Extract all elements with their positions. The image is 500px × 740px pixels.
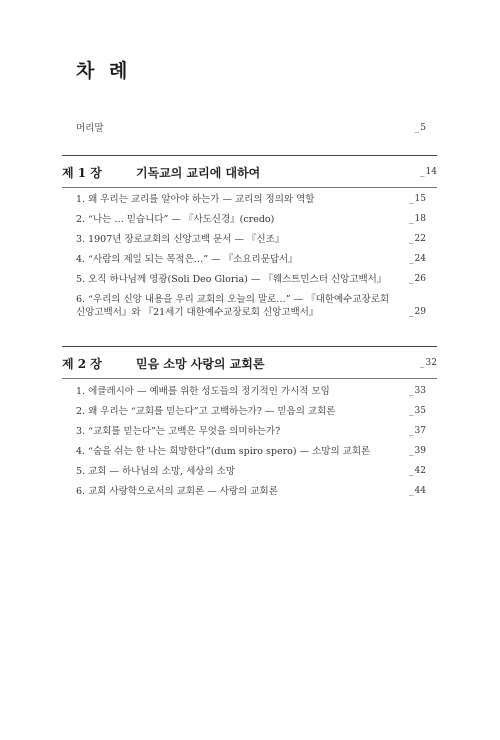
chapter-1-divider	[62, 187, 437, 188]
item-page: _ 42	[409, 465, 426, 478]
chapter-2-header	[62, 346, 437, 381]
item-text: 5. 오직 하나님께 영광(Soli Deo Gloria) — 『웨스트민스터 신앙고백서』	[76, 274, 387, 285]
list-item	[76, 293, 426, 319]
item-text: 3. 1907년 장로교회의 신앙고백 문서 — 『신조』	[76, 234, 285, 245]
list-item	[76, 253, 426, 266]
list-item	[76, 485, 426, 498]
chapter-2-page: _ 32	[420, 358, 437, 368]
item-text: 4. “숨을 쉬는 한 나는 희망한다”(dum spiro spero) — 소망의 교회론	[76, 446, 371, 457]
item-page: _ 33	[409, 385, 426, 398]
item-page: _ 29	[409, 306, 426, 319]
list-item	[76, 273, 426, 286]
list-item	[76, 425, 426, 438]
item-text: 6. “우리의 신앙 내용을 우리 교회의 오늘의 말로…” — 『대한예수교장로회 신앙고백서』와 『21세기 대한예수교장로회 신앙고백서』	[76, 294, 390, 318]
list-item	[76, 193, 426, 206]
list-item	[76, 465, 426, 478]
item-page: _ 44	[409, 485, 426, 498]
chapter-2-label: 제 2 장	[62, 357, 102, 371]
item-text: 6. 교회 사랑학으로서의 교회론 — 사랑의 교회론	[76, 486, 278, 497]
preface-page: _ 5	[415, 122, 426, 135]
item-page: _ 18	[409, 213, 426, 226]
item-text: 5. 교회 — 하나님의 소망, 세상의 소망	[76, 466, 236, 477]
item-page: _ 15	[409, 193, 426, 206]
chapter-1-title: 기독교의 교리에 대하여	[136, 166, 261, 180]
chapter-1-label: 제 1 장	[62, 166, 102, 180]
item-page: _ 22	[409, 233, 426, 246]
item-text: 2. 왜 우리는 “교회를 믿는다”고 고백하는가? — 믿음의 교회론	[76, 406, 336, 417]
list-item	[76, 385, 426, 398]
preface-label: 머리말	[76, 123, 104, 134]
item-text: 4. “사람의 제일 되는 목적은…” — 『소요리문답서』	[76, 254, 298, 265]
item-page: _ 37	[409, 425, 426, 438]
chapter-1-page: _ 14	[420, 167, 437, 177]
item-text: 1. 왜 우리는 교리를 알아야 하는가 — 교리의 정의와 역할	[76, 194, 315, 205]
item-text: 2. “나는 … 믿습니다” — 『사도신경』(credo)	[76, 214, 275, 225]
item-page: _ 24	[409, 253, 426, 266]
item-page: _ 26	[409, 273, 426, 286]
list-item	[76, 233, 426, 246]
list-item	[76, 445, 426, 458]
preface-entry	[76, 122, 426, 135]
chapter-1-header	[62, 155, 437, 190]
item-text: 3. “교회를 믿는다”는 고백은 무엇을 의미하는가?	[76, 426, 281, 437]
chapter-2-title: 믿음 소망 사랑의 교회론	[136, 357, 265, 371]
list-item	[76, 213, 426, 226]
toc-title: 차 례	[76, 60, 128, 82]
item-page: _ 39	[409, 445, 426, 458]
list-item	[76, 405, 426, 418]
chapter-2-divider	[62, 378, 437, 379]
item-text: 1. 에클레시아 — 예배를 위한 성도들의 정기적인 가시적 모임	[76, 386, 330, 397]
item-page: _ 35	[409, 405, 426, 418]
